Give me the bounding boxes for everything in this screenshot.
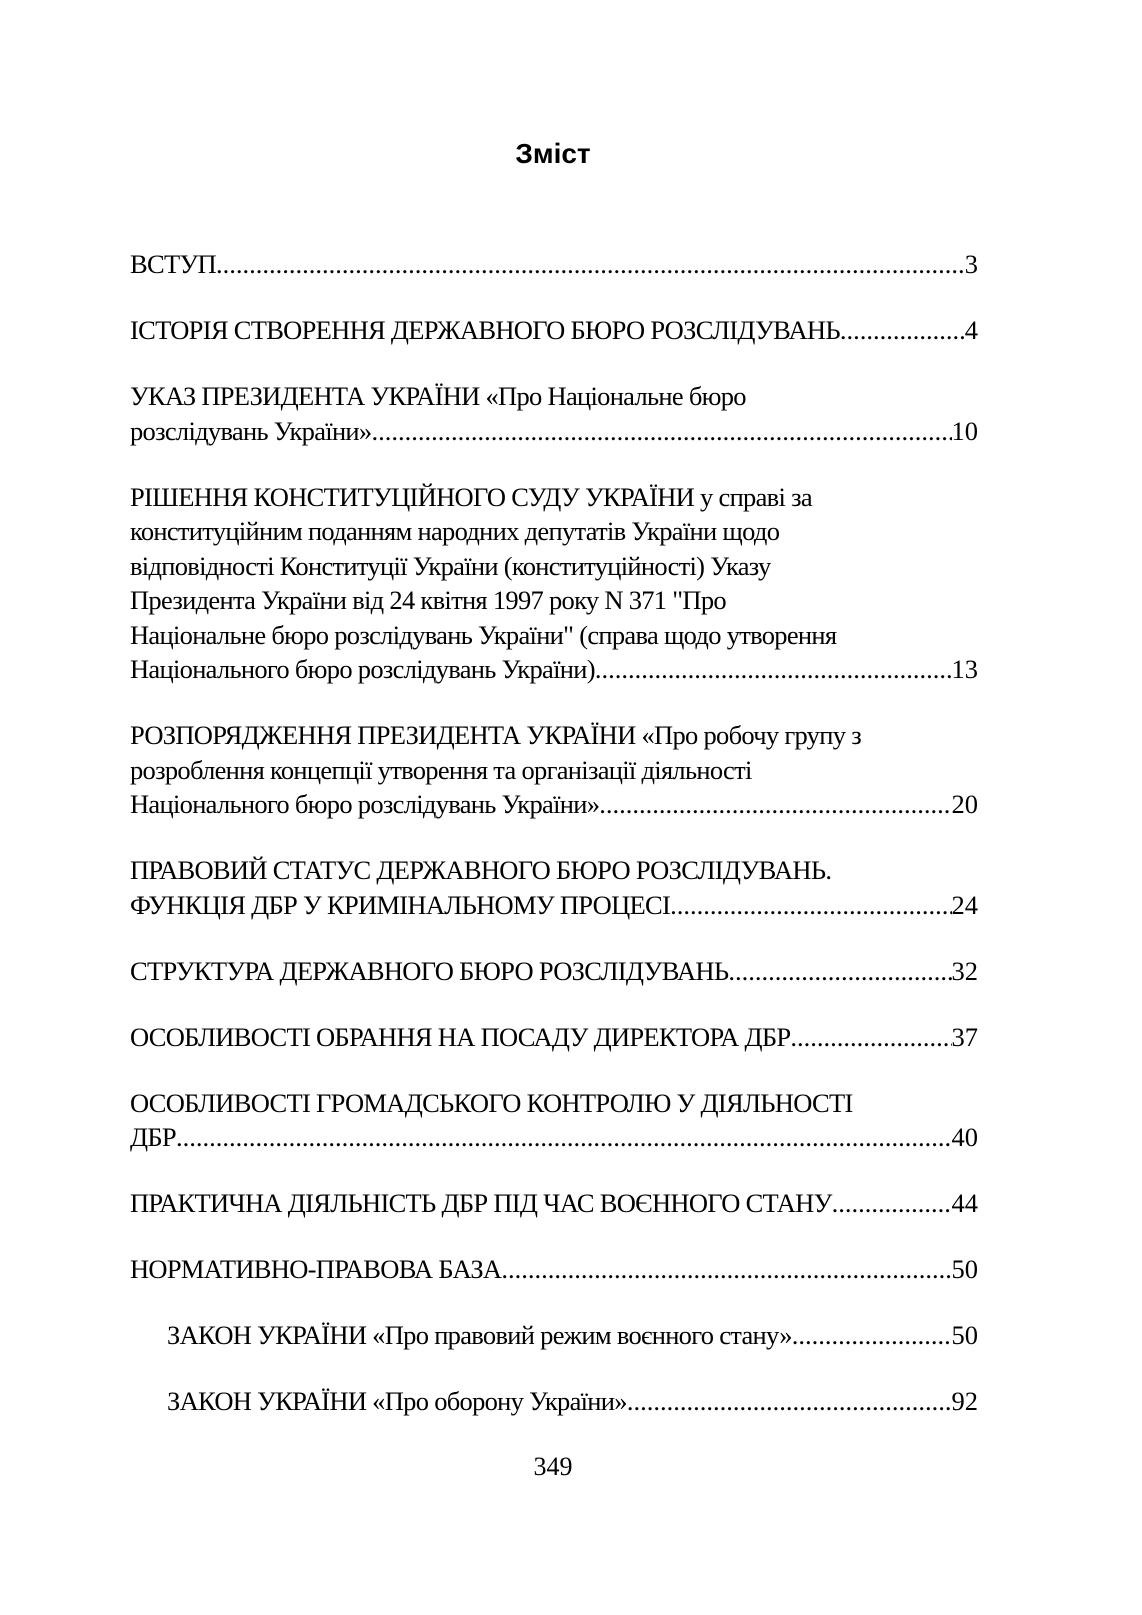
page-number: 349 [533,1452,573,1481]
toc-entry[interactable] [167,1318,978,1353]
toc-entry[interactable] [130,1020,978,1055]
toc-entry-line [130,718,978,753]
toc-entry-text: ПРАВОВИЙ СТАТУС ДЕРЖАВНОГО БЮРО РОЗСЛІДУВАНЬ. [130,855,832,885]
toc-entry[interactable] [130,718,978,822]
table-of-contents [130,247,978,1450]
dot-leader [595,652,952,687]
toc-entry-text: ЗАКОН УКРАЇНИ «Про правовий режим воєнного стану» [167,1320,792,1350]
dot-leader [728,954,951,989]
toc-entry-line [130,247,978,282]
toc-entry-line [130,379,978,414]
toc-entry-line [167,1318,978,1353]
dot-leader [176,1120,952,1155]
toc-entry[interactable] [130,1186,978,1221]
toc-entry-line [130,888,978,923]
toc-entry-line [130,1086,978,1121]
toc-page-number: 3 [964,249,978,279]
toc-entry-line [130,787,978,822]
toc-entry[interactable] [167,1384,978,1419]
dot-leader [627,1384,952,1419]
dot-leader [792,1318,952,1353]
dot-leader [840,313,965,348]
toc-page-number: 32 [951,955,978,986]
dot-leader [790,1020,951,1055]
toc-page-number: 10 [951,415,978,446]
toc-entry[interactable] [130,379,978,448]
toc-entry-line [130,549,978,584]
toc-entry-line [130,1020,978,1055]
dot-leader [371,414,951,449]
toc-entry-text: ОСОБЛИВОСТІ ОБРАННЯ НА ПОСАДУ ДИРЕКТОРА ДБР [130,1021,791,1052]
toc-page-number: 13 [951,654,978,684]
toc-entry-text: ВСТУП [130,249,216,279]
toc-entry-text: ЗАКОН УКРАЇНИ «Про оборону України» [167,1386,627,1416]
toc-page-number: 37 [951,1021,978,1052]
toc-entry-text: розслідувань України» [130,415,372,446]
toc-entry-line [130,514,978,549]
toc-entry-text: ФУНКЦІЯ ДБР У КРИМІНАЛЬНОМУ ПРОЦЕСІ [130,889,671,920]
toc-entry-text: Національного бюро розслідувань України) [130,654,595,684]
dot-leader [832,1186,952,1221]
toc-entry-line [130,1120,978,1155]
toc-entry-line [130,414,978,449]
toc-entry-text: ОСОБЛИВОСТІ ГРОМАДСЬКОГО КОНТРОЛЮ У ДІЯЛЬНОСТІ [130,1087,853,1118]
toc-entry-line [167,1384,978,1419]
toc-entry-line [130,313,978,348]
toc-entry-line [130,583,978,618]
toc-entry-text: відповідності Конституції України (конституційності) Указу [130,550,771,581]
dot-leader [216,247,965,282]
toc-entry[interactable] [130,1086,978,1155]
toc-entry-text: УКАЗ ПРЕЗИДЕНТА УКРАЇНИ «Про Національне бюро [130,381,746,411]
dot-leader [501,1252,951,1287]
toc-entry[interactable] [130,954,978,989]
toc-entry-text: РІШЕННЯ КОНСТИТУЦІЙНОГО СУДУ УКРАЇНИ у справі за [130,481,812,512]
toc-entry-line [130,1252,978,1287]
toc-entry-line [130,652,978,687]
toc-entry-text: НОРМАТИВНО-ПРАВОВА БАЗА [130,1254,502,1284]
dot-leader [599,787,951,822]
toc-entry-text: ПРАКТИЧНА ДІЯЛЬНІСТЬ ДБР ПІД ЧАС ВОЄННОГО СТАНУ [130,1188,832,1218]
toc-entry[interactable] [130,247,978,282]
toc-page-number: 20 [951,789,978,819]
toc-entry-text: конституційним поданням народних депутатів України щодо [130,516,780,546]
toc-page-number: 44 [951,1188,978,1218]
toc-page-number: 24 [951,889,978,920]
toc-entry[interactable] [130,313,978,348]
toc-entry-text: ДБР [130,1122,176,1152]
toc-page-number: 40 [951,1122,978,1152]
toc-page-number: 50 [951,1254,978,1284]
toc-entry-text: Національне бюро розслідувань України" (справа щодо утворення [130,619,837,650]
toc-entry[interactable] [130,480,978,687]
toc-page-number: 50 [951,1320,978,1350]
toc-entry[interactable] [130,853,978,922]
toc-page-number: 4 [964,315,978,345]
toc-entry-line [130,954,978,989]
toc-entry-text: розроблення концепції утворення та організації діяльності [130,754,752,785]
toc-page-number: 92 [951,1386,978,1416]
toc-entry-text: СТРУКТУРА ДЕРЖАВНОГО БЮРО РОЗСЛІДУВАНЬ [130,955,729,986]
toc-entry-text: Президента України від 24 квітня 1997 року N 371 "Про [130,585,726,615]
dot-leader [670,888,951,923]
toc-entry-line [130,480,978,515]
toc-entry-line [130,853,978,888]
toc-entry-line [130,1186,978,1221]
toc-entry-text: РОЗПОРЯДЖЕННЯ ПРЕЗИДЕНТА УКРАЇНИ «Про робочу групу з [130,720,861,750]
page-title: Зміст [515,138,591,169]
toc-entry-line [130,618,978,653]
toc-entry-line [130,753,978,788]
toc-entry-text: ІСТОРІЯ СТВОРЕННЯ ДЕРЖАВНОГО БЮРО РОЗСЛІДУВАНЬ [130,315,840,345]
toc-entry[interactable] [130,1252,978,1287]
toc-entry-text: Національного бюро розслідувань України» [130,789,600,819]
